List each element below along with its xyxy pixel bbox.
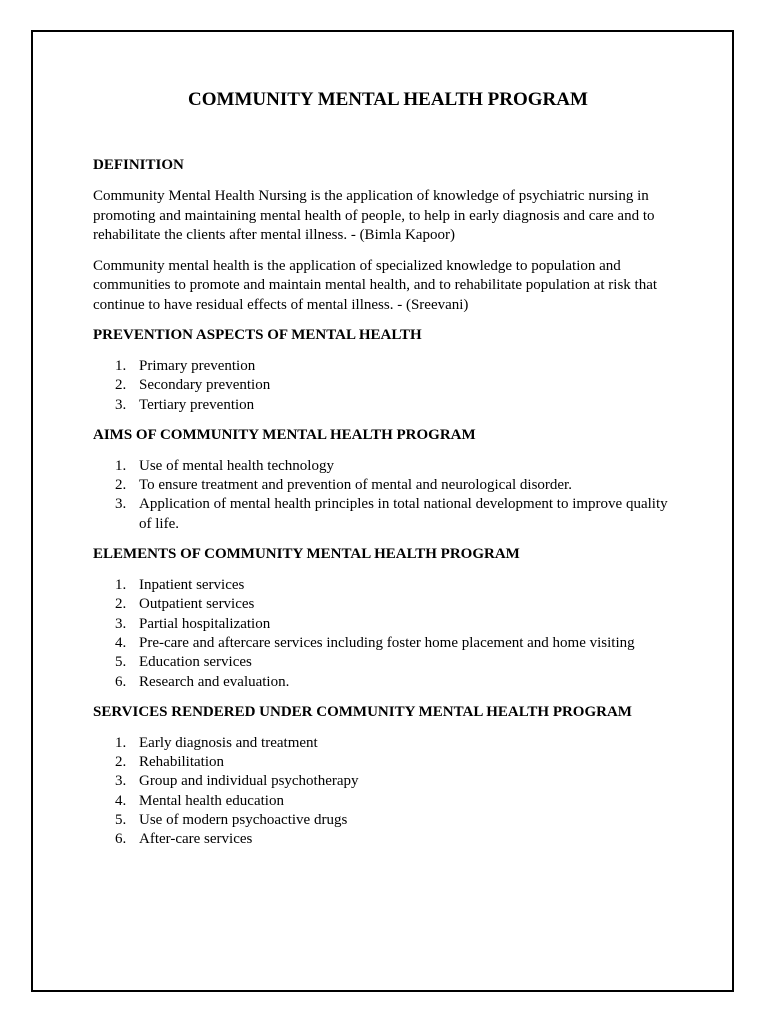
aims-list [93,457,683,534]
list-item: 1. Use of mental health technology [115,457,334,474]
prevention-list [93,357,683,415]
list-item: 5. Use of modern psychoactive drugs [115,812,348,829]
definition-paragraph: Community Mental Health Nursing is the application of knowledge of psychiatric nursing in promoting and maintaining mental health of people, to help in early diagnosis and care and to rehabilitate the clients after mental illness. - (Bimla Kapoor) [93,188,655,243]
list-item: 3. Group and individual psychotherapy [115,773,359,790]
section-heading: AIMS OF COMMUNITY MENTAL HEALTH PROGRAM [93,426,476,443]
section-heading: ELEMENTS OF COMMUNITY MENTAL HEALTH PROGRAM [93,546,520,563]
document-body [93,88,683,861]
definition-paragraph: Community mental health is the application of specialized knowledge to population and communities to promote and maintain mental health, and to rehabilitate population at risk that continue to have residual effects of mental illness. - (Sreevani) [93,257,658,313]
list-item: 2. To ensure treatment and prevention of mental and neurological disorder. [115,477,572,494]
list-item: 3. Tertiary prevention [115,396,255,413]
section-heading: SERVICES RENDERED UNDER COMMUNITY MENTAL HEALTH PROGRAM [93,703,632,720]
section-services [93,703,683,850]
section-aims [93,426,683,534]
section-elements [93,545,683,692]
list-item: 4. Pre-care and aftercare services including foster home placement and home visiting [115,634,635,651]
document-title: COMMUNITY MENTAL HEALTH PROGRAM [188,89,588,110]
list-item: 1. Early diagnosis and treatment [115,734,318,751]
list-item: 2. Rehabilitation [115,754,224,771]
section-prevention-aspects [93,326,683,415]
list-item: 1. Primary prevention [115,358,256,374]
list-item: 2. Outpatient services [115,596,255,613]
section-heading: DEFINITION [93,157,184,173]
section-definition [93,156,683,315]
section-heading: PREVENTION ASPECTS OF MENTAL HEALTH [93,327,422,343]
list-item: 5. Education services [115,654,252,671]
services-list [93,734,683,850]
elements-list [93,576,683,692]
list-item: 2. Secondary prevention [115,377,271,394]
list-item: 3. Partial hospitalization [115,615,271,632]
list-item: 4. Mental health education [115,792,284,809]
list-item: 6. After-care services [115,831,253,848]
list-item: 3. Application of mental health principles in total national development to improve quality of life. [115,496,668,532]
list-item: 1. Inpatient services [115,577,245,594]
list-item: 6. Research and evaluation. [115,673,290,690]
